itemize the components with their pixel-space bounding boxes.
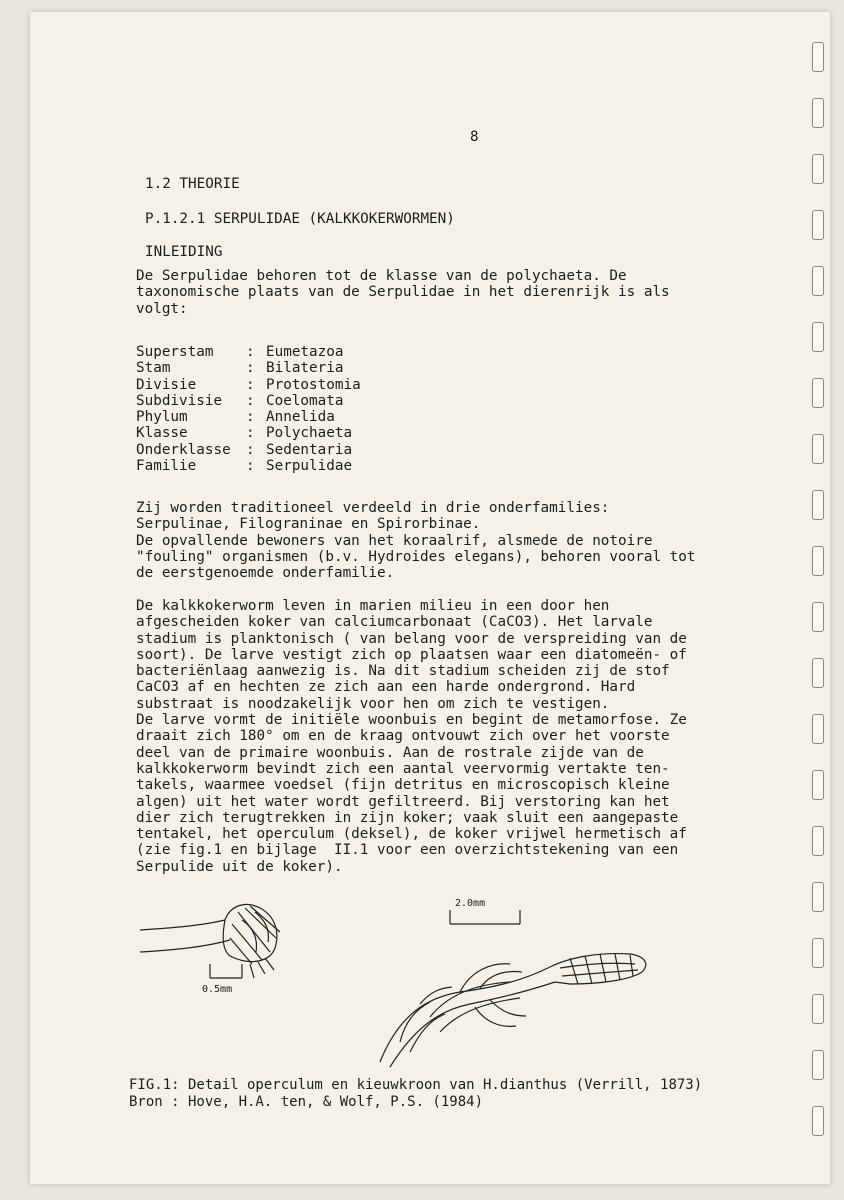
- taxonomy-row: Subdivisie : Coelomata: [136, 392, 344, 409]
- taxonomy-row: Superstam : Eumetazoa: [136, 344, 344, 360]
- taxonomy-row: Stam : Bilateria: [136, 360, 344, 377]
- body-paragraph: [136, 598, 826, 875]
- text-line: De Serpulidae behoren tot de klasse van de polychaeta. De: [136, 268, 627, 284]
- taxonomy-row: Phylum : Annelida: [136, 409, 335, 426]
- text-line: CaCO3 af en hechten ze zich aan een harde ondergrond. Hard: [136, 679, 636, 696]
- text-line: deel van de primaire woonbuis. Aan de rostrale zijde van de: [136, 744, 644, 761]
- text-line: algen) uit het water wordt gefiltreerd. Bij verstoring kan het: [136, 793, 670, 810]
- binding-ring: [812, 938, 824, 968]
- intro-paragraph: [136, 268, 826, 317]
- figure-caption: [129, 1077, 702, 1111]
- taxonomy-row: Onderklasse : Sedentaria: [136, 441, 353, 458]
- text-line: kalkkokerworm bevindt zich een aantal veervormig vertakte ten-: [136, 760, 670, 777]
- text-line: Zij worden traditioneel verdeeld in drie onderfamilies:: [136, 500, 610, 516]
- binding-ring: [812, 434, 824, 464]
- text-line: takels, waarmee voedsel (fijn detritus en microscopisch kleine: [136, 777, 670, 794]
- subfamily-paragraph: [136, 500, 826, 581]
- text-line: substraat is noodzakelijk voor hen om zich te vestigen.: [136, 695, 610, 712]
- text-line: (zie fig.1 en bijlage II.1 voor een overzichtstekening van een: [136, 842, 679, 859]
- binding-ring: [812, 378, 824, 408]
- text-line: De kalkkokerworm leven in marien milieu in een door hen: [136, 598, 610, 614]
- binding-ring: [812, 154, 824, 184]
- text-line: bacteriënlaag aanwezig is. Na dit stadium scheiden zij de stof: [136, 663, 670, 680]
- text-line: De opvallende bewoners van het koraalrif, alsmede de notoire: [136, 532, 653, 549]
- binding-ring: [812, 210, 824, 240]
- text-line: Serpulinae, Filograninae en Spirorbinae.: [136, 516, 481, 533]
- taxonomy-row: Divisie : Protostomia: [136, 376, 361, 393]
- binding-ring: [812, 98, 824, 128]
- caption-line: FIG.1: Detail operculum en kieuwkroon van H.dianthus (Verrill, 1873): [129, 1077, 703, 1093]
- text-line: soort). De larve vestigt zich op plaatsen waar een diatomeën- of: [136, 646, 687, 663]
- text-line: volgt:: [136, 300, 188, 317]
- text-line: dier zich terugtrekken in zijn koker; vaak sluit een aangepaste: [136, 809, 679, 826]
- binding-ring: [812, 42, 824, 72]
- text-line: taxonomische plaats van de Serpulidae in het dierenrijk is als: [136, 284, 670, 301]
- taxonomy-row: Familie : Serpulidae: [136, 458, 353, 475]
- scale-label-small: 0.5mm: [202, 984, 233, 995]
- binding-ring: [812, 882, 824, 912]
- section-heading: 1.2 THEORIE: [145, 176, 240, 192]
- document-page: [30, 12, 830, 1184]
- scale-label-large: 2.0mm: [455, 898, 486, 909]
- text-line: tentakel, het operculum (deksel), de koker vrijwel hermetisch af: [136, 826, 687, 843]
- text-line: De larve vormt de initiële woonbuis en begint de metamorfose. Ze: [136, 712, 687, 729]
- figure-1: [130, 892, 670, 1076]
- serpulid-drawing: [130, 892, 670, 1072]
- text-line: afgescheiden koker van calciumcarbonaat (CaCO3). Het larvale: [136, 614, 653, 631]
- text-line: de eerstgenoemde onderfamilie.: [136, 565, 395, 582]
- caption-source: Bron : Hove, H.A. ten, & Wolf, P.S. (1984): [129, 1094, 484, 1110]
- text-line: Serpulide uit de koker).: [136, 858, 343, 875]
- text-line: "fouling" organismen (b.v. Hydroides elegans), behoren vooral tot: [136, 548, 696, 565]
- text-line: draait zich 180° om en de kraag ontvouwt zich over het voorste: [136, 728, 670, 745]
- binding-ring: [812, 994, 824, 1024]
- binding-ring: [812, 322, 824, 352]
- binding-ring: [812, 1050, 824, 1080]
- taxonomy-row: Klasse : Polychaeta: [136, 425, 353, 442]
- binding-ring: [812, 1106, 824, 1136]
- subsection-heading: P.1.2.1 SERPULIDAE (KALKKOKERWORMEN): [145, 211, 455, 227]
- taxonomy-list: [136, 344, 361, 474]
- intro-heading: INLEIDING: [145, 244, 223, 260]
- page-number: 8: [470, 129, 479, 145]
- text-line: stadium is planktonisch ( van belang voor de verspreiding van de: [136, 630, 687, 647]
